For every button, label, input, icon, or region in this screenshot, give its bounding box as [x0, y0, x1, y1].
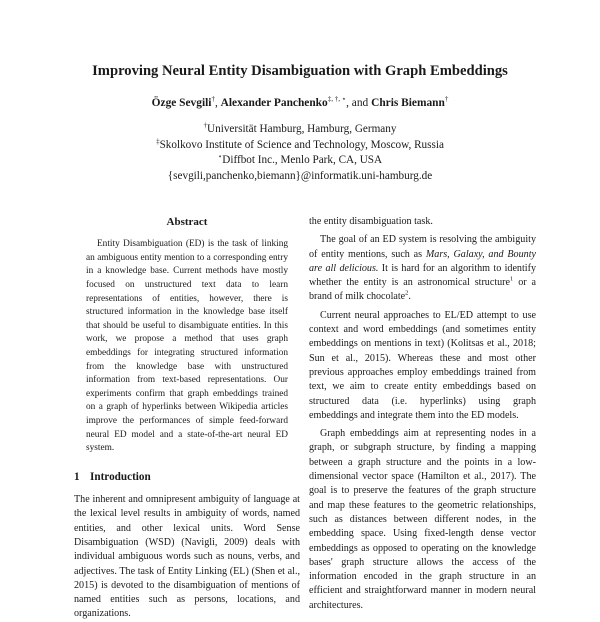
right-column	[309, 215, 536, 613]
affiliations	[0, 122, 600, 184]
paper-title: Improving Neural Entity Disambiguation with Graph Embeddings	[92, 63, 508, 79]
example-sentence: Mars, Galaxy, and Bounty are all delicious.	[309, 248, 536, 274]
email-line	[0, 169, 600, 185]
paragraph-text: .	[408, 291, 411, 303]
paragraph-text: The goal of an ED system is resolving the ambiguity of entity mentions, such as	[309, 234, 536, 260]
affiliation-line	[0, 122, 600, 138]
author-separator: , and	[346, 97, 372, 109]
affiliation-text: Universität Hamburg, Hamburg, Germany	[207, 123, 397, 135]
author-line	[0, 97, 600, 109]
affiliation-mark: †	[203, 121, 208, 130]
section-title: Introduction	[90, 470, 151, 483]
footnote-marker[interactable]: 1	[510, 275, 514, 283]
abstract-heading: Abstract	[166, 216, 208, 228]
intro-paragraph: The inherent and omnipresent ambiguity of language at the lexical level results in ambiguity of words, named entities, and other lexical units. Word Sense Disambiguation (WSD) (Navigli, 2009) deals with individual ambiguous words such as nouns, verbs, and adjectives. The task of Entity Linking (EL) (Shen et al., 2015) is devoted to the disambiguation of mentions of named entities such as persons, locations, and organizations.	[74, 494, 300, 620]
abstract-body: Entity Disambiguation (ED) is the task of linking an ambiguous entity mention to a corresponding entry in a knowledge base. Current methods have mostly focused on unstructured text data to learn representations of entities, however, there is structured information in the knowledge base itself that should be useful to disambiguate entities. In this work, we propose a method that uses graph embeddings for integrating structured information from the knowledge base with unstructured information from text-based representations. Our experiments confirm that graph embeddings trained on a graph of hyperlinks between Wikipedia articles improve the performances of simple feed-forward neural ED model and a state-of-the-art neural ED system.	[86, 239, 288, 454]
section-number: 1	[74, 470, 80, 483]
affiliation-line	[0, 138, 600, 154]
author-mark: ‡, †, ⋆	[327, 95, 347, 104]
author-emails: {sevgili,panchenko,biemann}@informatik.uni-hamburg.de	[167, 169, 433, 182]
author-name: Chris Biemann	[371, 97, 445, 109]
section-heading	[74, 470, 300, 484]
affiliation-text: Skolkovo Institute of Science and Technology, Moscow, Russia	[159, 138, 444, 151]
left-column	[74, 215, 300, 622]
paragraph-text: or a brand of milk chocolate	[309, 277, 536, 303]
affiliation-mark: ⋆	[217, 152, 223, 161]
author-name: Özge Sevgili	[151, 97, 212, 109]
author-mark: †	[211, 95, 215, 104]
body-paragraph: Current neural approaches to EL/ED attempt to use context and word embeddings (and sometimes entity embeddings on mentions in text) (Kolitsas et al., 2018; Sun et al., 2015). Whereas these and most other previous approaches employ embeddings trained from text, we aim to create entity embeddings based on structured data (i.e. hyperlinks) using graph embeddings and integrate them into the ED models.	[309, 309, 536, 421]
author-name: Alexander Panchenko	[220, 97, 328, 109]
body-paragraph: the entity disambiguation task.	[309, 216, 433, 227]
body-paragraph	[309, 233, 536, 304]
paragraph-text: It is hard for an algorithm to identify whether the entity is an astronomical structure	[309, 262, 536, 289]
affiliation-line	[0, 153, 600, 169]
author-separator: ,	[214, 97, 221, 109]
body-paragraph: Graph embeddings aim at representing nodes in a graph, or subgraph structure, by finding a mapping between a graph structure and the points in a low-dimensional vector space (Hamilton et al., 2017). The goal is to preserve the features of the graph structure and map these features to the geometric relationships, such as distances between different nodes, in the embedding space. Using fixed-length dense vector embeddings as opposed to operating on the knowledge bases' graph structure allows the access of the information encoded in the graph structure in an efficient and straightforward manner in modern neural architectures.	[309, 428, 536, 611]
footnote-marker[interactable]: 2	[405, 290, 409, 298]
affiliation-text: Diffbot Inc., Menlo Park, CA, USA	[222, 154, 383, 167]
affiliation-mark: ‡	[156, 136, 160, 145]
author-mark: †	[444, 95, 449, 104]
